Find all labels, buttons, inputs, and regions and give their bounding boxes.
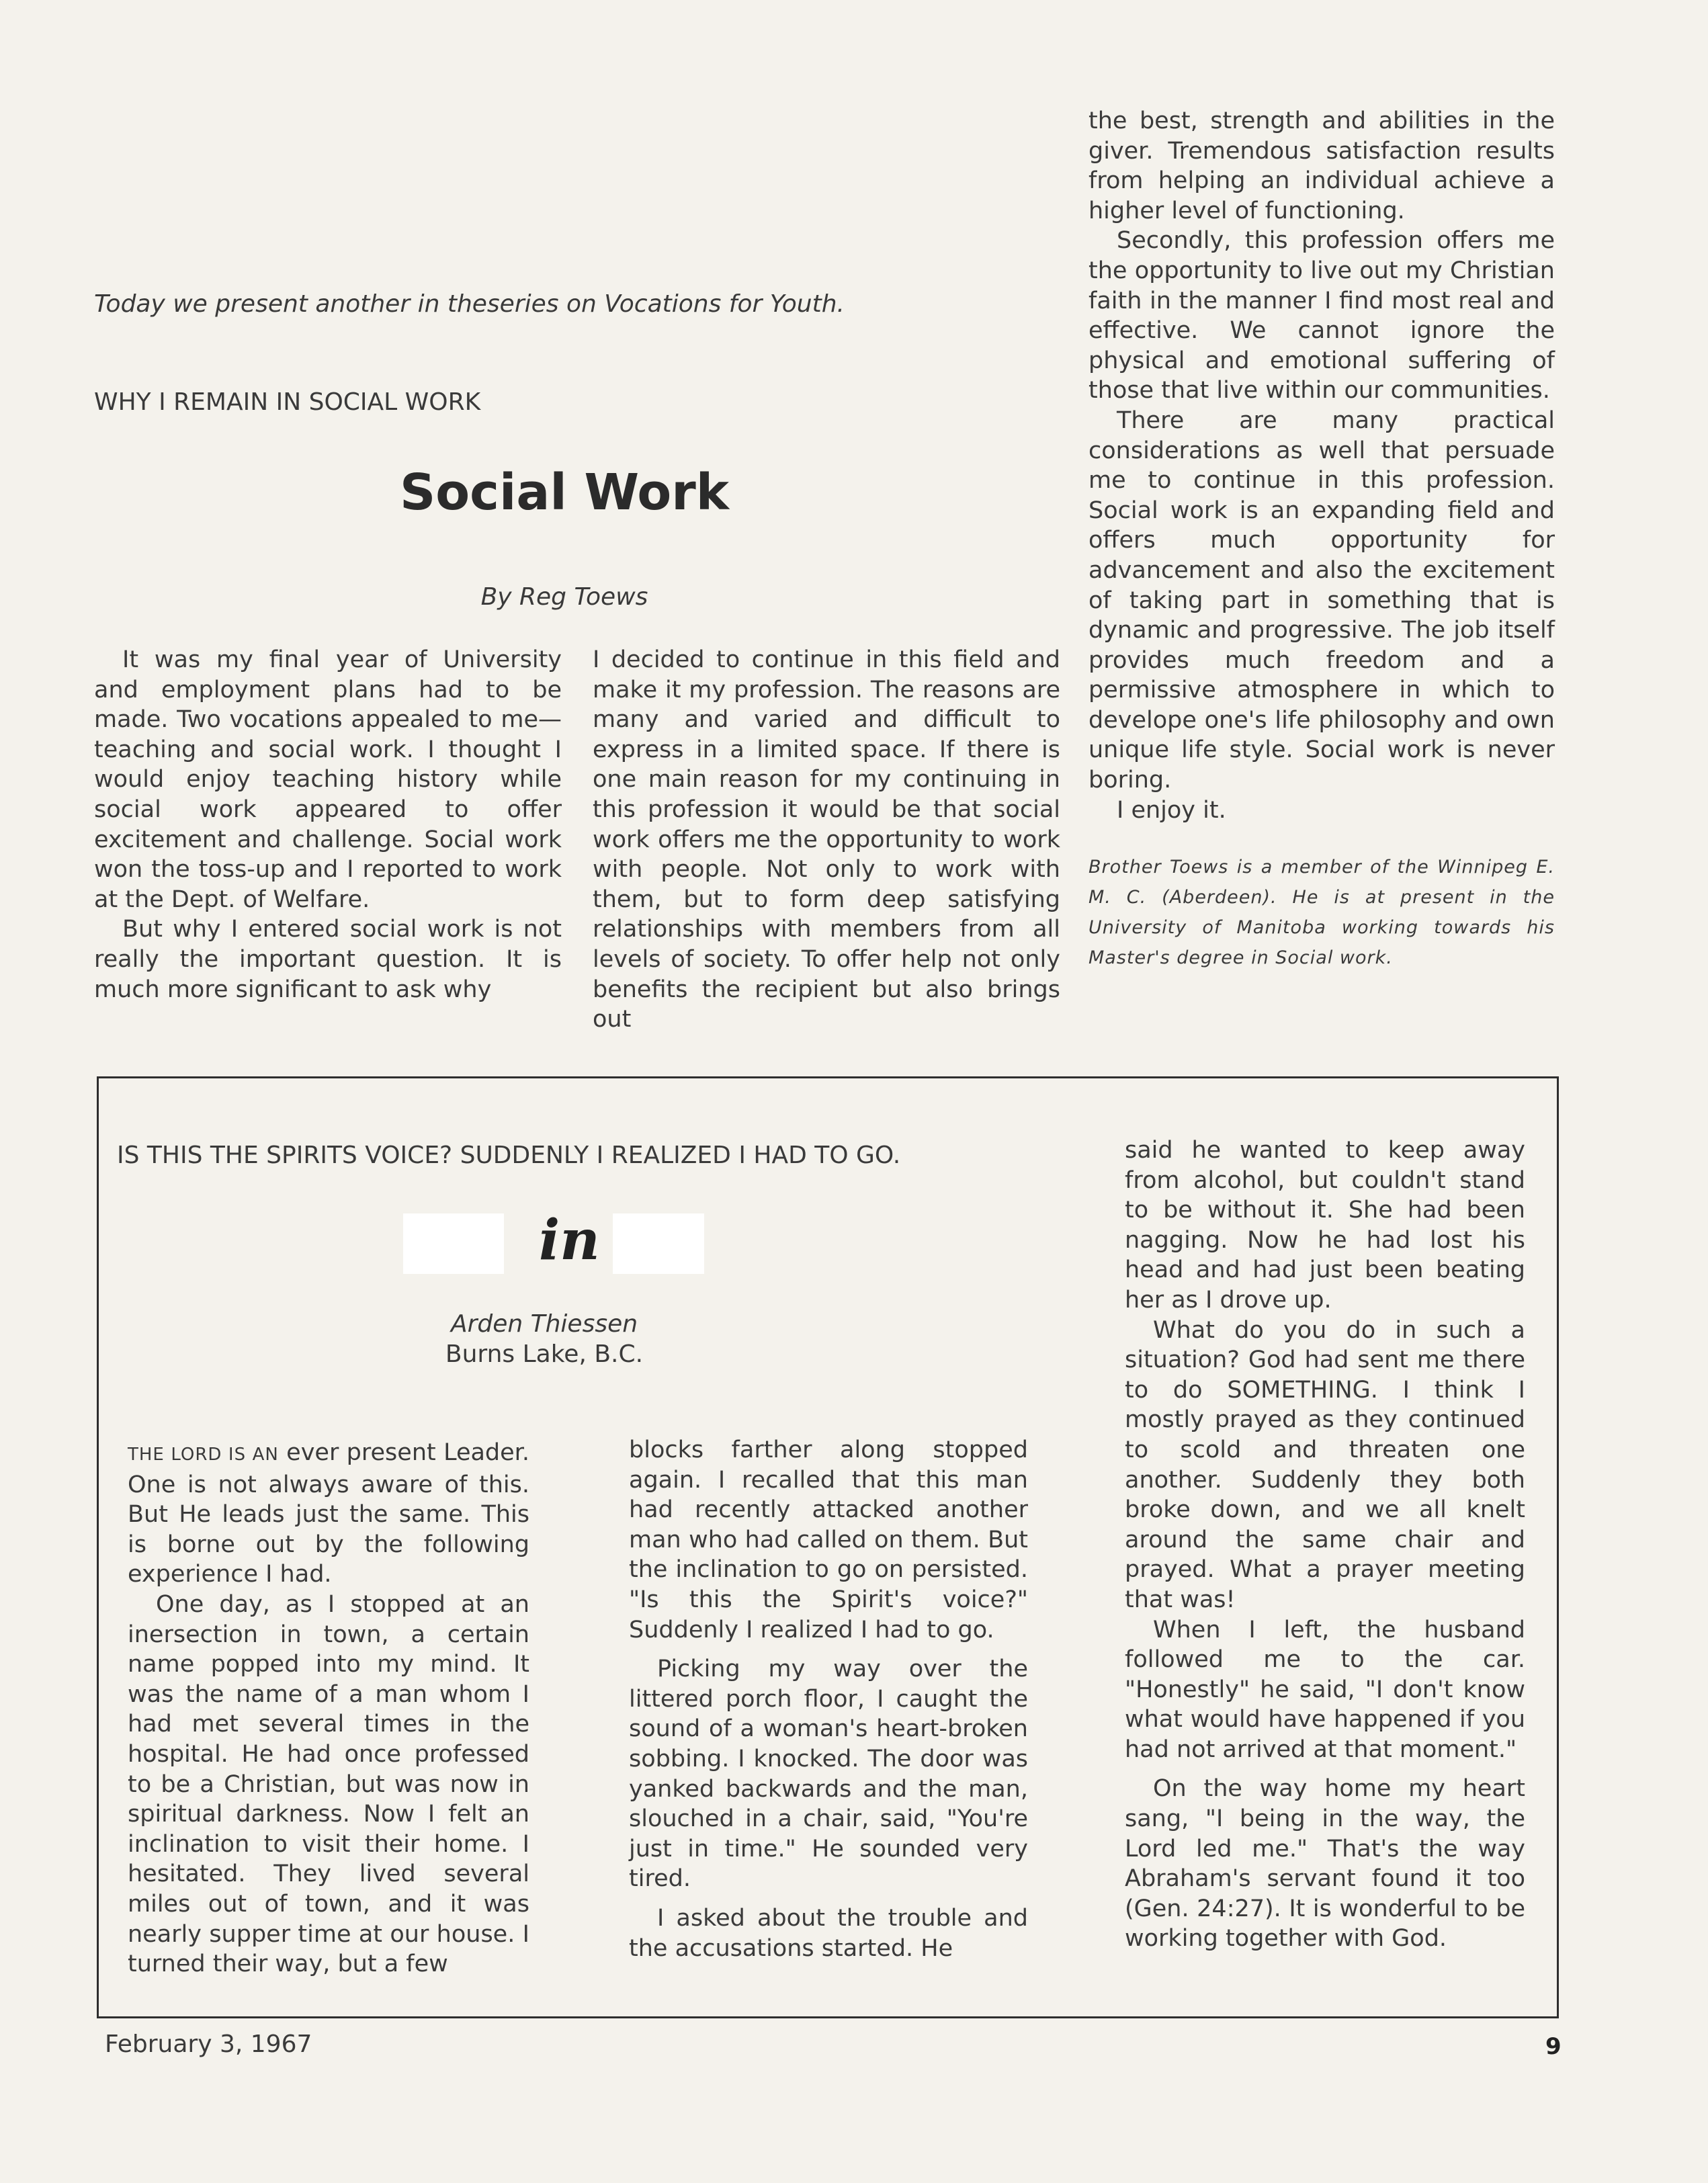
article1-column-1 [94, 645, 562, 1004]
series-intro: Today we present another in theseries on Vocations for Youth. [94, 290, 845, 318]
redacted-title-word-left [403, 1213, 504, 1274]
article1-kicker: WHY I REMAIN IN SOCIAL WORK [94, 388, 481, 416]
paragraph: Picking my way over the littered porch floor, I caught the sound of a woman's heart-broken sobbing. I knocked. The door was yanked backwards and the man, slouched in a chair, said, "You're just in time." He sounded very tired. [629, 1656, 1028, 1893]
paragraph: blocks farther along stopped again. I recalled that this man had recently attacked another man who had called on them. But the inclination to go on persisted. "Is this the Spirit's voice?" Suddenly I realized I had to go. [629, 1437, 1028, 1643]
paragraph: I decided to continue in this field and make it my profession. The reasons are many and varied and difficult to express in a limited space. If there is one main reason for my continuing in this profession it would be that social work offers me the opportunity to work with people. Not only to work with them, but to form deep satisfying relationships with members from all levels of society. To offer help not only benefits the recipient but also brings out [593, 646, 1060, 1033]
redacted-title-word-right [613, 1213, 704, 1274]
article2-author: Arden Thiessen [450, 1310, 638, 1338]
paragraph: But why I entered social work is not really the important question. It is much more significant to ask why [94, 916, 562, 1003]
paragraph: There are many practical considerations as well that persuade me to continue in this profession. Social work is an expanding field and offers much opportunity for advancement and also the excitement of taking part in something that is dynamic and progressive. The job itself provides much freedom and a permissive atmosphere in which to develope one's life philosophy and own unique life style. Social work is never boring. [1088, 406, 1555, 794]
article2-column-1 [128, 1438, 529, 1979]
bio-text: Brother Toews is a member of the Winnipeg E. M. C. (Aberdeen). He is at present in the University of Manitoba working towards his Master's degree in Social work. [1088, 857, 1555, 969]
paragraph: I enjoy it. [1117, 796, 1226, 824]
paragraph: Secondly, this profession offers me the opportunity to live out my Christian faith in the manner I find most real and effective. We cannot ignore the physical and emotional suffering of those that live within our communities. [1088, 227, 1555, 404]
author-bio [1088, 852, 1555, 973]
article2-column-3 [1125, 1136, 1525, 1954]
article1-column-2 [593, 645, 1060, 1035]
article2-kicker: IS THIS THE SPIRITS VOICE? SUDDENLY I REALIZED I HAD TO GO. [117, 1142, 901, 1169]
paragraph: It was my final year of University and employment plans had to be made. Two vocations appealed to me—teaching and social work. I thought I would enjoy teaching history while social work appeared to offer excitement and challenge. Social work won the toss-up and I reported to work at the Dept. of Welfare. [94, 646, 562, 913]
paragraph: One day, as I stopped at an inersection in town, a certain name popped into my mind. It was the name of a man whom I had met several times in the hospital. He had once professed to be a Christian, but was now in spiritual darkness. Now I felt an inclination to visit their home. I hesitated. They lived several miles out of town, and it was nearly supper time at our house. I turned their way, but a few [128, 1590, 529, 1978]
page-number: 9 [1545, 2033, 1562, 2060]
paragraph: said he wanted to keep away from alcohol, but couldn't stand to be without it. She had been nagging. Now he had lost his head and had just been beating her as I drove up. [1125, 1137, 1525, 1314]
paragraph [128, 1438, 529, 1590]
paragraph: When I left, the husband followed me to the car. "Honestly" he said, "I don't know what would have happened if you had not arrived at that moment." [1125, 1616, 1525, 1763]
paragraph: On the way home my heart sang, "I being in the way, the Lord led me." That's the way Abraham's servant found it too (Gen. 24:27). It is wonderful to be working together with God. [1125, 1775, 1525, 1953]
lead-paragraph-text: ever present Leader. One is not always aware of this. But He leads just the same. This is borne out by the following experience I had. [128, 1439, 529, 1588]
article1-column-3 [1088, 106, 1555, 973]
article1-title: Social Work [400, 464, 729, 521]
footer-date: February 3, 1967 [105, 2030, 312, 2058]
lead-in: THE LORD IS AN [128, 1445, 279, 1465]
paragraph: What do you do in such a situation? God had sent me there to do SOMETHING. I think I mostly prayed as they continued to scold and threaten one another. Suddenly they both broke down, and we all knelt around the same chair and prayed. What a prayer meeting that was! [1125, 1316, 1525, 1613]
article2-column-2 [629, 1435, 1028, 1963]
paragraph: I asked about the trouble and the accusations started. He [629, 1904, 1028, 1962]
article2-title-word: in [539, 1208, 600, 1273]
paragraph: the best, strength and abilities in the giver. Tremendous satisfaction results from helping an individual achieve a higher level of functioning. [1088, 108, 1555, 224]
article2-place: Burns Lake, B.C. [445, 1340, 644, 1368]
article1-byline: By Reg Toews [480, 583, 648, 611]
